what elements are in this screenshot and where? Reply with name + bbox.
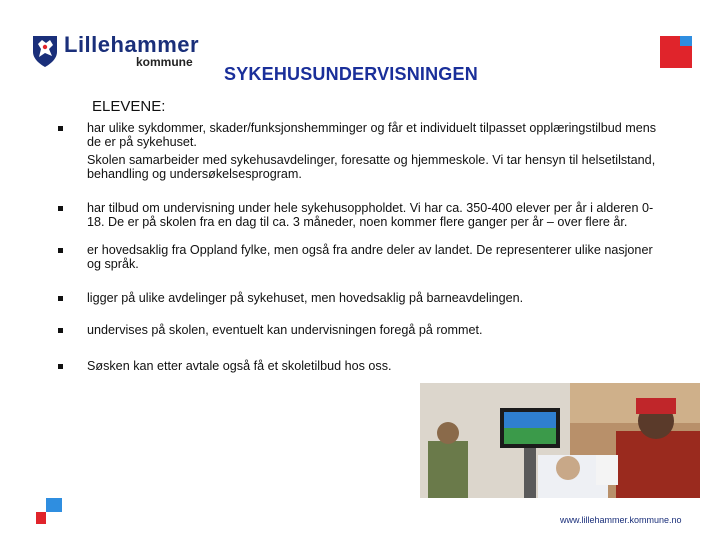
bullet-text: undervises på skolen, eventuelt kan undervisningen foregå på rommet. xyxy=(87,323,483,337)
bullet-marker xyxy=(58,206,63,211)
hospital-school-photo xyxy=(420,383,700,498)
footer-url[interactable]: www.lillehammer.kommune.no xyxy=(560,515,682,525)
bullet-text: Søsken kan etter avtale også få et skoletilbud hos oss. xyxy=(87,359,392,373)
logo-subtitle: kommune xyxy=(136,55,193,69)
bullet-text: har ulike sykdommer, skader/funksjonshemminger og får et individuelt tilpasset opplæringstilbud mens de er på sykehuset. xyxy=(87,121,657,149)
bullet-marker xyxy=(58,248,63,253)
bullet-marker xyxy=(58,126,63,131)
bullet-marker xyxy=(58,296,63,301)
municipal-crest-icon xyxy=(32,34,58,68)
bullet-text: har tilbud om undervisning under hele sykehusoppholdet. Vi har ca. 350-400 elever per år i alderen 0-18. De er på skolen fra en dag til ca. 3 måneder, noen kommer flere ganger per år – over flere år. xyxy=(87,201,654,229)
bullet-marker xyxy=(58,328,63,333)
corner-squares-bottom-left xyxy=(36,498,62,524)
bullet-text: ligger på ulike avdelinger på sykehuset, men hovedsaklig på barneavdelingen. xyxy=(87,291,524,305)
lillehammer-logo xyxy=(32,32,212,76)
bullet-text: er hovedsaklig fra Oppland fylke, men også fra andre deler av landet. De representerer ulike nasjoner og språk. xyxy=(87,243,653,271)
corner-squares-top-right xyxy=(660,36,692,68)
slide-title: SYKEHUSUNDERVISNINGEN xyxy=(224,64,478,84)
logo-name: Lillehammer xyxy=(64,32,200,57)
bullet-marker xyxy=(58,364,63,369)
bullet-text: Skolen samarbeider med sykehusavdelinger, foresatte og hjemmeskole. Vi tar hensyn til helsetilstand, behandling og undersøkelsesprogram. xyxy=(87,153,656,181)
slide-subtitle: ELEVENE: xyxy=(92,98,166,115)
